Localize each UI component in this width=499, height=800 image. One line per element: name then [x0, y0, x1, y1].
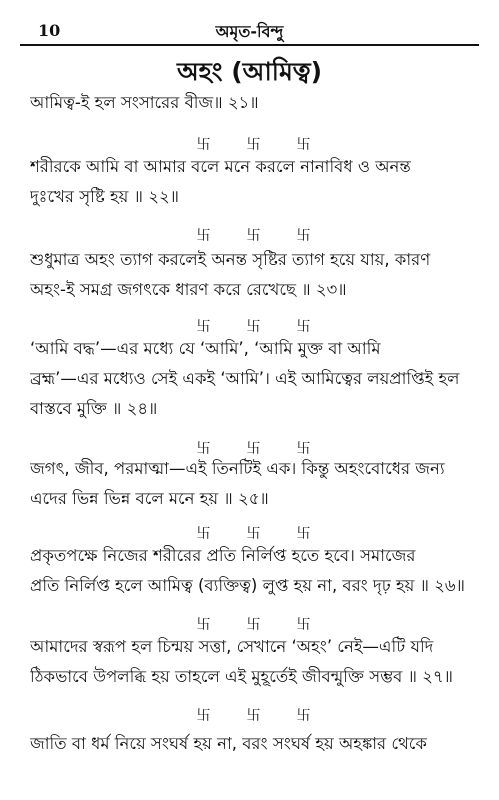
text-line: জাতি বা ধর্ম নিয়ে সংঘর্ষ হয় না, বরং সংঘর্ষ হয় অহঙ্কার থেকে — [30, 734, 427, 753]
text-line: দুঃখের সৃষ্টি হয় ॥ ২২॥ — [30, 187, 180, 206]
swastika-ornament-icon: 卐 — [196, 526, 211, 542]
swastika-ornament-icon: 卐 — [296, 708, 311, 724]
text-line: শরীরকে আমি বা আমার বলে মনে করলে নানাবিধ ও অনন্ত — [30, 157, 411, 176]
text-line: আমিত্ব-ই হল সংসারের বীজ॥ ২১॥ — [30, 93, 259, 112]
swastika-ornament-icon: 卐 — [246, 228, 261, 244]
swastika-ornament-icon: 卐 — [296, 319, 311, 335]
verse-24 — [30, 334, 477, 424]
text-line: এদের ভিন্ন ভিন্ন বলে মনে হয় ॥ ২৫॥ — [30, 489, 269, 508]
swastika-ornament-icon: 卐 — [296, 526, 311, 542]
text-line: প্রতি নির্লিপ্ত হলে আমিত্ব (ব্যক্তিত্ব) লুপ্ত হয় না, বরং দৃঢ় হয় ॥ ২৬॥ — [30, 576, 465, 595]
verse-22 — [30, 152, 477, 212]
swastika-ornament-icon: 卐 — [196, 617, 211, 633]
swastika-ornament-icon: 卐 — [246, 137, 261, 153]
swastika-ornament-icon: 卐 — [246, 617, 261, 633]
verse-26 — [30, 541, 477, 601]
verse-25 — [30, 454, 477, 514]
running-title: অমৃত-বিন্দু — [215, 22, 284, 41]
swastika-ornament-icon: 卐 — [196, 228, 211, 244]
header-rule — [20, 44, 479, 46]
text-line: ঠিকভাবে উপলব্ধি হয় তাহলে এই মুহূর্তেই জীবন্মুক্তি সম্ভব ॥ ২৭॥ — [30, 667, 453, 686]
ornament-row — [30, 134, 477, 154]
swastika-ornament-icon: 卐 — [196, 708, 211, 724]
text-line: প্রকৃতপক্ষে নিজের শরীরের প্রতি নির্লিপ্ত হতে হবে। সমাজের — [30, 546, 416, 565]
swastika-ornament-icon: 卐 — [296, 617, 311, 633]
swastika-ornament-icon: 卐 — [196, 441, 211, 457]
page-number: 10 — [38, 21, 61, 40]
swastika-ornament-icon: 卐 — [196, 319, 211, 335]
ornament-row — [30, 316, 477, 336]
text-line: বাস্তবে মুক্তি ॥ ২৪॥ — [30, 399, 158, 418]
text-line: ‘আমি বদ্ধ’—এর মধ্যে যে ‘আমি’, ‘আমি মুক্ত বা আমি — [30, 339, 381, 358]
ornament-row — [30, 225, 477, 245]
text-line: শুধুমাত্র অহং ত্যাগ করলেই অনন্ত সৃষ্টির ত্যাগ হয়ে যায়, কারণ — [30, 250, 431, 269]
verse-23 — [30, 245, 477, 305]
swastika-ornament-icon: 卐 — [246, 526, 261, 542]
ornament-row — [30, 614, 477, 634]
swastika-ornament-icon: 卐 — [296, 228, 311, 244]
ornament-row — [30, 523, 477, 543]
swastika-ornament-icon: 卐 — [196, 137, 211, 153]
verse-27 — [30, 632, 477, 692]
swastika-ornament-icon: 卐 — [246, 319, 261, 335]
swastika-ornament-icon: 卐 — [246, 708, 261, 724]
swastika-ornament-icon: 卐 — [246, 441, 261, 457]
chapter-title: অহং (আমিত্ব) — [176, 57, 323, 86]
text-line: ব্রহ্ম’—এর মধ্যেও সেই একই ‘আমি’। এই আমিত্বের লয়প্রাপ্তিই হল — [30, 369, 460, 388]
swastika-ornament-icon: 卐 — [296, 441, 311, 457]
page-header — [20, 10, 479, 44]
verse-28-partial — [30, 729, 477, 759]
ornament-row — [30, 705, 477, 725]
text-line: আমাদের স্বরূপ হল চিন্ময় সত্তা, সেখানে ‘অহং’ নেই—এটি যদি — [30, 637, 434, 656]
verse-21 — [30, 88, 477, 118]
swastika-ornament-icon: 卐 — [296, 137, 311, 153]
text-line: জগৎ, জীব, পরমাত্মা—এই তিনটিই এক। কিন্তু অহংবোধের জন্য — [30, 459, 445, 478]
text-line: অহং-ই সমগ্র জগৎকে ধারণ করে রেখেছে ॥ ২৩॥ — [30, 280, 347, 299]
